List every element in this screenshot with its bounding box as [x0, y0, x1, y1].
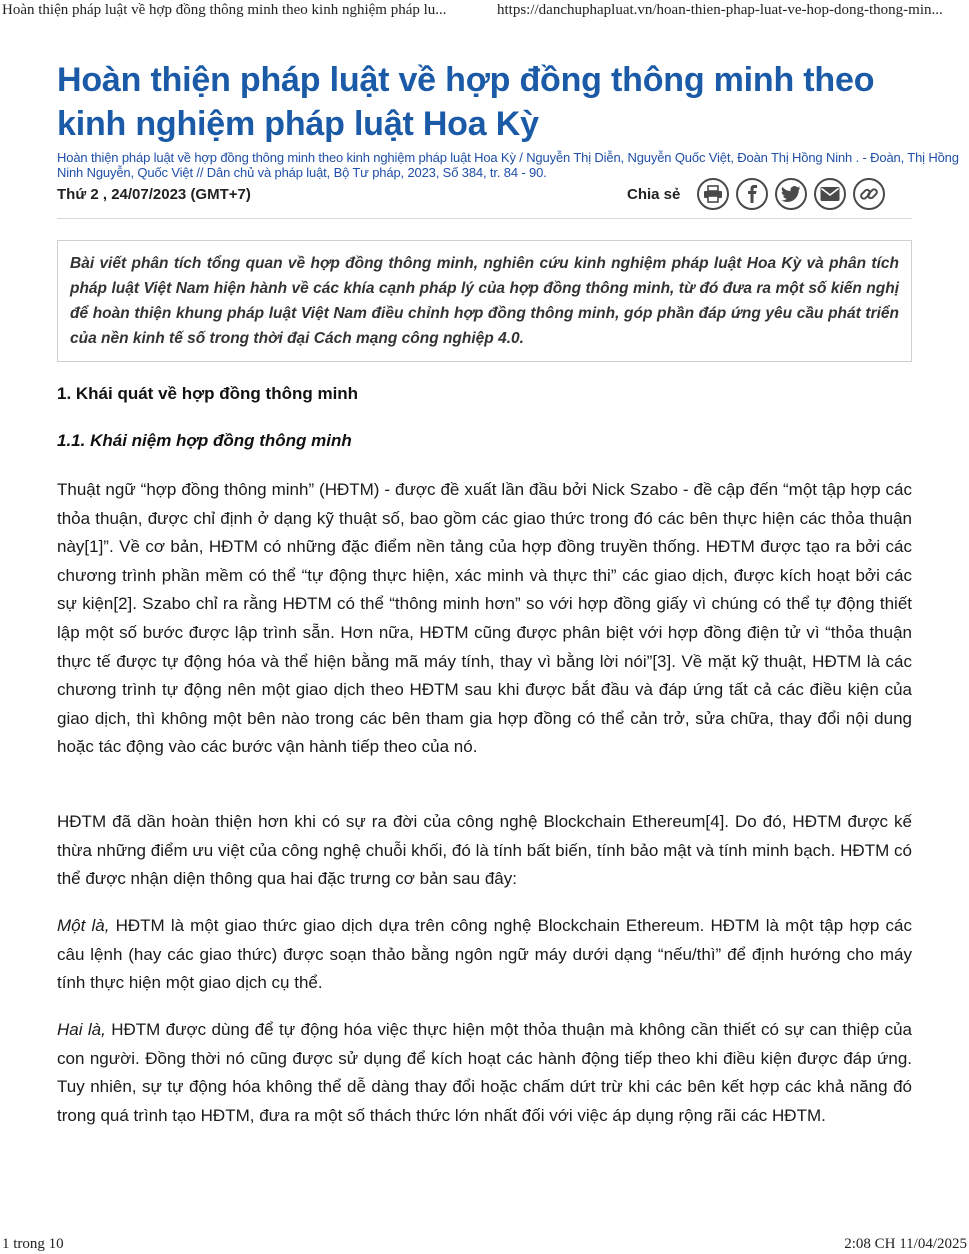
- section-heading: 1. Khái quát về hợp đồng thông minh: [57, 384, 359, 403]
- print-button[interactable]: [697, 178, 729, 210]
- article-meta: [57, 178, 912, 220]
- print-footer: [0, 1232, 969, 1254]
- summary-box: [57, 240, 912, 362]
- print-timestamp: 2:08 CH 11/04/2025: [844, 1236, 967, 1252]
- print-header-title: Hoàn thiện pháp luật về hợp đồng thông minh theo kinh nghiệm pháp lu...: [2, 2, 447, 18]
- print-icon: [703, 185, 723, 203]
- email-icon: [820, 186, 840, 202]
- link-icon: [859, 184, 879, 204]
- subsection-heading: 1.1. Khái niệm hợp đồng thông minh: [57, 431, 352, 450]
- twitter-share-button[interactable]: [775, 178, 807, 210]
- citation-link[interactable]: Hoàn thiện pháp luật về hợp đồng thông minh theo kinh nghiệm pháp luật Hoa Kỳ / Nguyễn Thị Diễn, Nguyễn Quốc Việt, Đoàn Thị Hồng Ninh . - Đoàn, Thị Hồng Ninh Nguyễn, Quốc Việt // Dân chủ và pháp luật, Bộ Tư pháp, 2023, Số 384, tr. 84 - 90.: [57, 150, 959, 180]
- print-header: [0, 0, 969, 24]
- share-buttons: [697, 178, 885, 210]
- twitter-icon: [781, 186, 801, 202]
- body-paragraph: Thuật ngữ “hợp đồng thông minh” (HĐTM) - được đề xuất lần đầu bởi Nick Szabo - đề cập đến “một tập hợp các thỏa thuận, được chỉ định ở dạng kỹ thuật số, bao gồm các giao thức trong đó các bên thực hiện các thỏa thuận này[1]”. Về cơ bản, HĐTM có những đặc điểm nền tảng của hợp đồng truyền thống. HĐTM được tạo ra bởi các chương trình phần mềm có thể “tự động thực hiện, xác minh và thực thi” các giao dịch, được kích hoạt bởi các sự kiện[2]. Szabo chỉ ra rằng HĐTM có thể “thông minh hơn” so với hợp đồng giấy vì chúng có thể tự động thiết lập một số bước được lập trình sẵn. Hơn nữa, HĐTM cũng được phân biệt với hợp đồng điện tử vì “thỏa thuận thực tế được tự động hóa và thể hiện bằng mã máy tính, thay vì bằng lời nói”[3]. Về mặt kỹ thuật, HĐTM là các chương trình tự động nên một giao dịch theo HĐTM sau khi được bắt đầu và đáp ứng tất cả các điều kiện của giao dịch, thì không một bên nào trong các bên tham gia hợp đồng có thể cản trở, sửa chữa, thay đổi nội dung hoặc tác động vào các bước vận hành tiếp theo của nó.: [57, 480, 912, 757]
- article-title: Hoàn thiện pháp luật về hợp đồng thông minh theo kinh nghiệm pháp luật Hoa Kỳ: [57, 61, 875, 143]
- publish-date: Thứ 2 , 24/07/2023 (GMT+7): [57, 186, 251, 203]
- paragraph-lead: Một là,: [57, 916, 110, 935]
- body-paragraph: HĐTM đã dần hoàn thiện hơn khi có sự ra đời của công nghệ Blockchain Ethereum[4]. Do đó, HĐTM được kế thừa những điểm ưu việt của công nghệ chuỗi khối, đó là tính bất biến, tính bảo mật và tính minh bạch. HĐTM có thể được nhận diện thông qua hai đặc trưng cơ bản sau đây:: [57, 812, 912, 889]
- page-counter: 1 trong 10: [2, 1236, 64, 1252]
- article-summary: Bài viết phân tích tổng quan về hợp đồng thông minh, nghiên cứu kinh nghiệm pháp luật Hoa Kỳ và phân tích pháp luật Việt Nam hiện hành về các khía cạnh pháp lý của hợp đồng thông minh, từ đó đưa ra một số kiến nghị để hoàn thiện khung pháp luật Việt Nam điều chỉnh hợp đồng thông minh, góp phần đáp ứng yêu cầu phát triển của nền kinh tế số trong thời đại Cách mạng công nghiệp 4.0.: [70, 255, 899, 347]
- paragraph-text: HĐTM được dùng để tự động hóa việc thực hiện một thỏa thuận mà không cần thiết có sự can thiệp của con người. Đồng thời nó cũng được sử dụng để kích hoạt các hành động tiếp theo khi điều kiện được đáp ứng. Tuy nhiên, sự tự động hóa không thể dễ dàng thay đổi hoặc chấm dứt trừ khi các bên kết hợp các khả năng đó trong quá trình tạo HĐTM, đưa ra một số thách thức lớn nhất đối với việc áp dụng rộng rãi các HĐTM.: [57, 1020, 912, 1125]
- copy-link-button[interactable]: [853, 178, 885, 210]
- meta-divider: [57, 218, 912, 219]
- print-header-url: https://danchuphapluat.vn/hoan-thien-phap-luat-ve-hop-dong-thong-min...: [497, 2, 943, 18]
- email-share-button[interactable]: [814, 178, 846, 210]
- paragraph-lead: Hai là,: [57, 1020, 106, 1039]
- facebook-icon: [746, 185, 758, 203]
- body-paragraph: [57, 912, 912, 998]
- paragraph-text: HĐTM là một giao thức giao dịch dựa trên công nghệ Blockchain Ethereum. HĐTM là một tập hợp các câu lệnh (hay các giao thức) được soạn thảo bằng ngôn ngữ máy dưới dạng “nếu/thì” để định hướng cho máy tính thực hiện một giao dịch cụ thể.: [57, 916, 912, 993]
- share-label: Chia sẻ: [627, 186, 681, 203]
- body-paragraph: [57, 1016, 912, 1130]
- facebook-share-button[interactable]: [736, 178, 768, 210]
